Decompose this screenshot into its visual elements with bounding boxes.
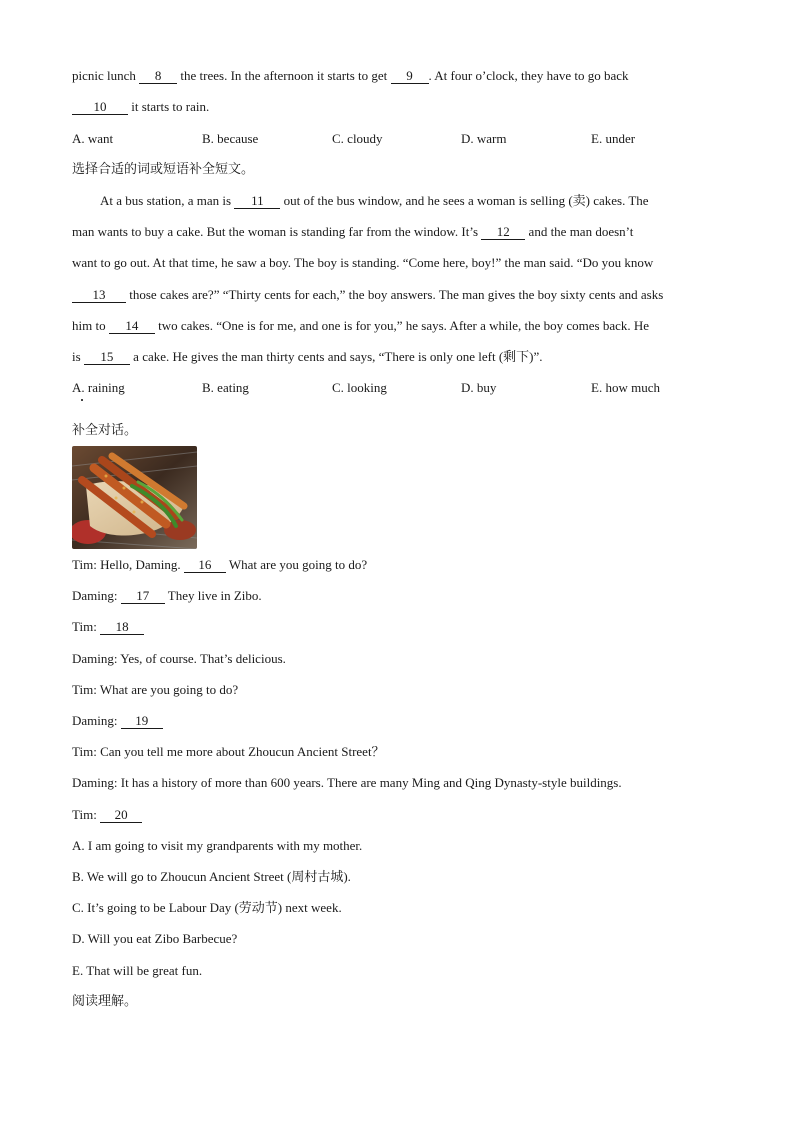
section2-line1 [100,193,649,209]
section2-line5 [72,318,649,334]
passage1-line1 [72,68,629,84]
blank-8[interactable]: 8 [139,69,177,84]
text: him to [72,318,109,333]
blank-16[interactable]: 16 [184,558,226,573]
section2-line3 [72,255,653,271]
dialogue-option-c: C. It’s going to be Labour Day (劳动节) next week. [72,900,342,915]
barbecue-photo [72,446,197,549]
text: Tim: [72,807,101,822]
blank-18[interactable]: 18 [100,620,144,635]
text: it starts to rain. [128,99,210,114]
text: Daming: Yes, of course. That’s delicious. [72,651,286,666]
dialogue-option-d: D. Will you eat Zibo Barbecue? [72,931,238,946]
blank-9[interactable]: 9 [391,69,429,84]
section4-instruction: 阅读理解。 [72,994,138,1009]
blank-11[interactable]: 11 [234,194,280,209]
section2-instruction: 选择合适的词或短语补全短文。 [72,162,255,177]
dialogue-line-1 [72,557,367,573]
text: Tim: What are you going to do? [72,682,239,697]
blank-10[interactable]: 10 [72,100,128,115]
text: those cakes are?” “Thirty cents for each,” the boy answers. The man gives the boy sixty cents and asks [126,287,664,302]
blank-13[interactable]: 13 [72,288,126,303]
dialogue-line-6 [72,713,163,729]
section3-instruction: 补全对话。 [72,423,138,438]
blank-12[interactable]: 12 [481,225,525,240]
dialogue-line-5 [72,682,238,698]
option-e: E. under [591,131,636,146]
text: . At four o’clock, they have to go back [428,68,629,83]
text: Daming: It has a history of more than 600 years. There are many Ming and Qing Dynasty-style buildings. [72,775,622,790]
text: two cakes. “One is for me, and one is for you,” he says. After a while, the boy comes back. He [154,318,650,333]
dialogue-line-8 [72,775,622,791]
blank-20[interactable]: 20 [100,808,142,823]
option-c: C. cloudy [332,131,383,146]
blank-14[interactable]: 14 [109,319,155,334]
dialogue-line-3 [72,619,144,635]
stray-mark [81,399,83,401]
dialogue-line-2 [72,588,262,604]
text: a cake. He gives the man thirty cents and says, “There is only one left (剩下)”. [129,349,543,364]
text: the trees. In the afternoon it starts to get [177,68,391,83]
text: Tim: Can you tell me more about Zhoucun Ancient Street？ [72,744,385,759]
option-d: D. buy [461,380,497,395]
text: man wants to buy a cake. But the woman is standing far from the window. It’s [72,224,482,239]
dialogue-line-9 [72,807,142,823]
passage1-line2 [72,99,209,115]
passage1-options [72,131,722,147]
dialogue-line-7 [72,744,385,760]
text: out of the bus window, and he sees a woman is selling (卖) cakes. The [280,193,649,208]
text: What are you going to do? [225,557,368,572]
blank-15[interactable]: 15 [84,350,130,365]
section2-line2 [72,224,633,240]
blank-19[interactable]: 19 [121,714,163,729]
text: want to go out. At that time, he saw a boy. The boy is standing. “Come here, boy!” the man said. “Do you know [72,255,654,270]
dialogue-line-4 [72,651,286,667]
section2-line6 [72,349,543,365]
dialogue-option-a: A. I am going to visit my grandparents with my mother. [72,838,363,853]
text: Daming: [72,713,121,728]
text: At a bus station, a man is [100,193,235,208]
blank-17[interactable]: 17 [121,589,165,604]
option-a: A. raining [72,380,125,395]
option-c: C. looking [332,380,387,395]
text: Tim: Hello, Daming. [72,557,184,572]
text: picnic lunch [72,68,140,83]
text: Daming: [72,588,121,603]
text: is [72,349,84,364]
option-b: B. eating [202,380,249,395]
section2-options [72,380,722,396]
option-b: B. because [202,131,259,146]
dialogue-option-e: E. That will be great fun. [72,963,203,978]
option-e: E. how much [591,380,660,395]
text: and the man doesn’t [525,224,634,239]
option-d: D. warm [461,131,507,146]
dialogue-option-b: B. We will go to Zhoucun Ancient Street (周村古城). [72,869,351,884]
section2-line4 [72,287,663,303]
text: Tim: [72,619,101,634]
text: They live in Zibo. [164,588,262,603]
option-a: A. want [72,131,114,146]
